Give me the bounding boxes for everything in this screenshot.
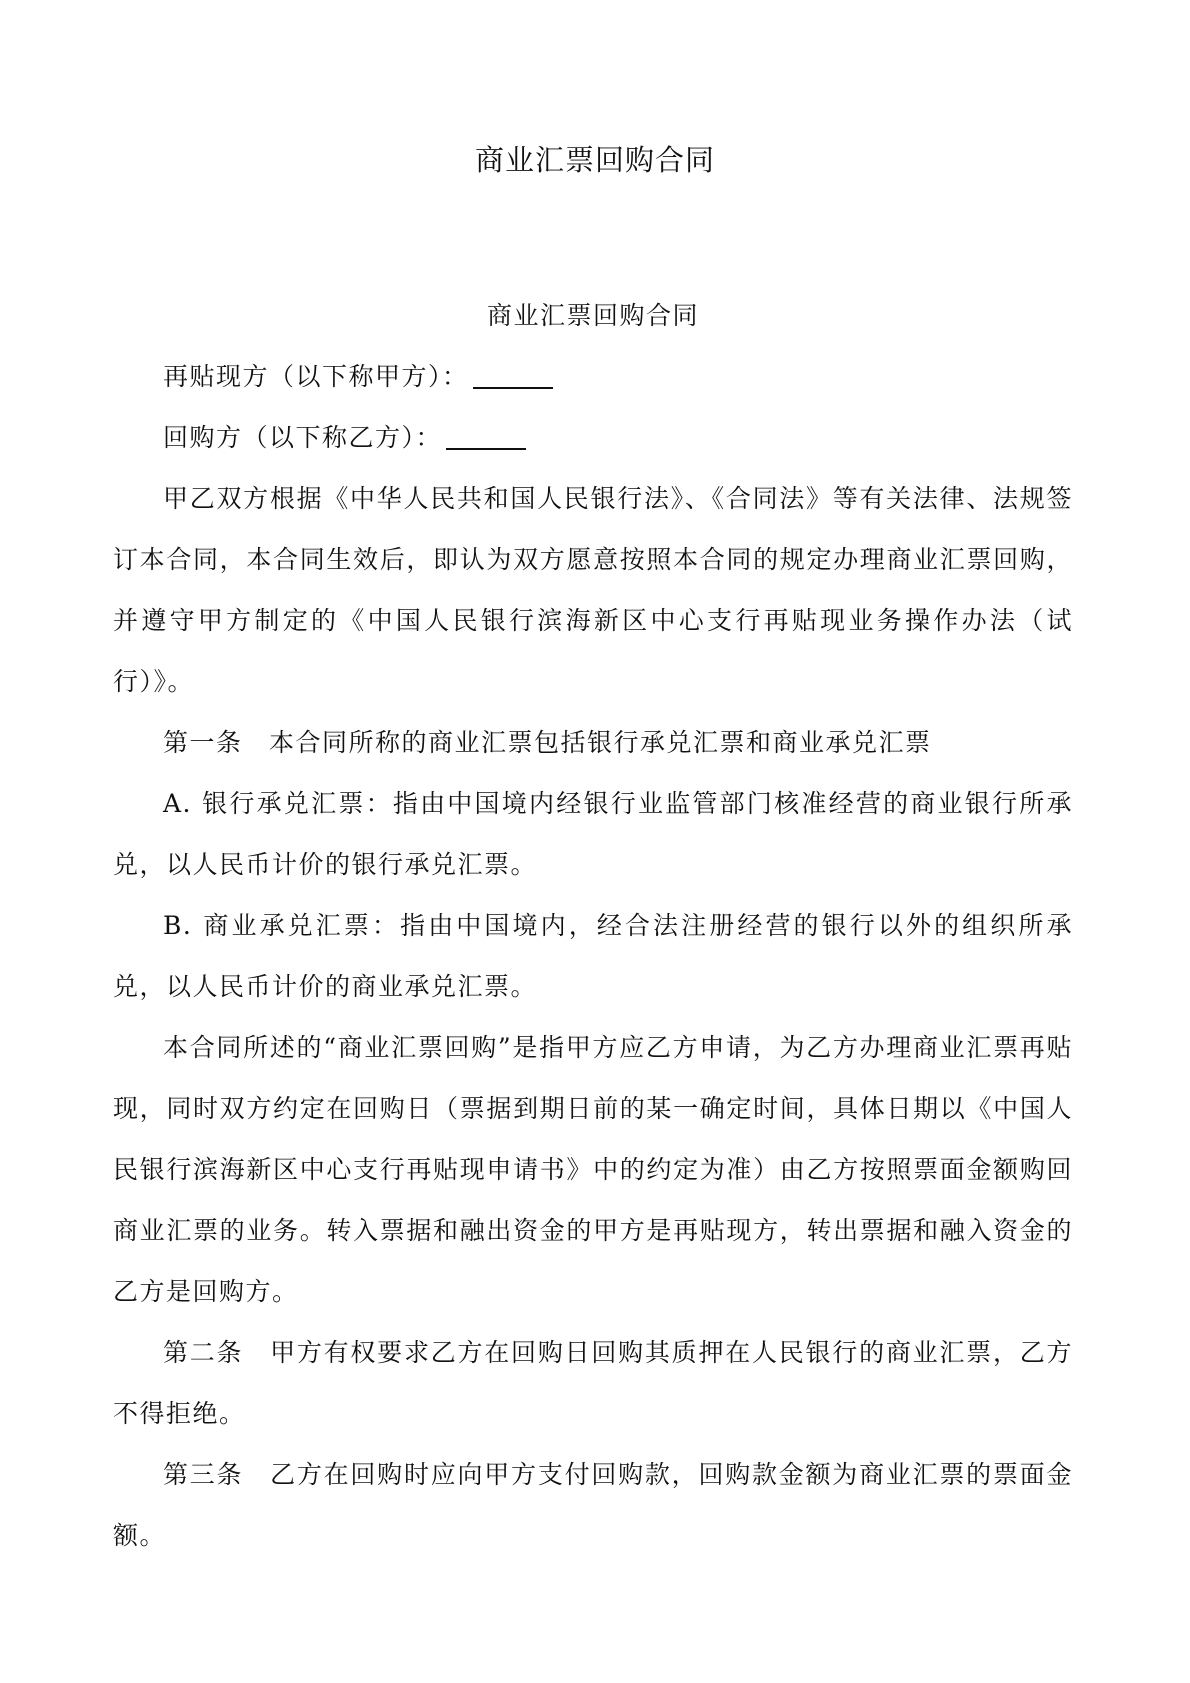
contract-subtitle: 商业汇票回购合同 [486, 301, 699, 330]
party-a-blank [473, 361, 553, 389]
party-b-label: 回购方（以下称乙方）： [163, 423, 443, 452]
paragraph-preamble: 甲乙双方根据《中华人民共和国人民银行法》、《合同法》等有关法律、法规签订本合同，本合同生效后，即认为双方愿意按照本合同的规定办理商业汇票回购，并遵守甲方制定的《中国人民银行滨海新区中心支行再贴现业务操作办法（试行）》。 [113, 484, 1073, 696]
paragraph-clause-a: A. 银行承兑汇票：指由中国境内经银行业监管部门核准经营的商业银行所承兑，以人民币计价的银行承兑汇票。 [113, 789, 1073, 879]
paragraph-clause-b: B. 商业承兑汇票：指由中国境内，经合法注册经营的银行以外的组织所承兑，以人民币计价的商业承兑汇票。 [113, 911, 1073, 1001]
paragraph-article-3: 第三条 乙方在回购时应向甲方支付回购款，回购款金额为商业汇票的票面金额。 [113, 1460, 1073, 1550]
party-b-blank [446, 422, 526, 450]
party-a-label: 再贴现方（以下称甲方）： [163, 362, 469, 391]
document-title: 商业汇票回购合同 [474, 143, 715, 177]
party-b-line [113, 407, 1073, 468]
paragraph-article-2: 第二条 甲方有权要求乙方在回购日回购其质押在人民银行的商业汇票，乙方不得拒绝。 [113, 1338, 1073, 1428]
party-a-line [113, 346, 1073, 407]
contract-body [113, 285, 1073, 1566]
paragraph-definition: 本合同所述的“商业汇票回购”是指甲方应乙方申请，为乙方办理商业汇票再贴现，同时双方约定在回购日（票据到期日前的某一确定时间，具体日期以《中国人民银行滨海新区中心支行再贴现申请书》中的约定为准）由乙方按照票面金额购回商业汇票的业务。转入票据和融出资金的甲方是再贴现方，转出票据和融入资金的乙方是回购方。 [113, 1033, 1073, 1306]
paragraph-article-1: 第一条 本合同所称的商业汇票包括银行承兑汇票和商业承兑汇票 [163, 728, 932, 757]
